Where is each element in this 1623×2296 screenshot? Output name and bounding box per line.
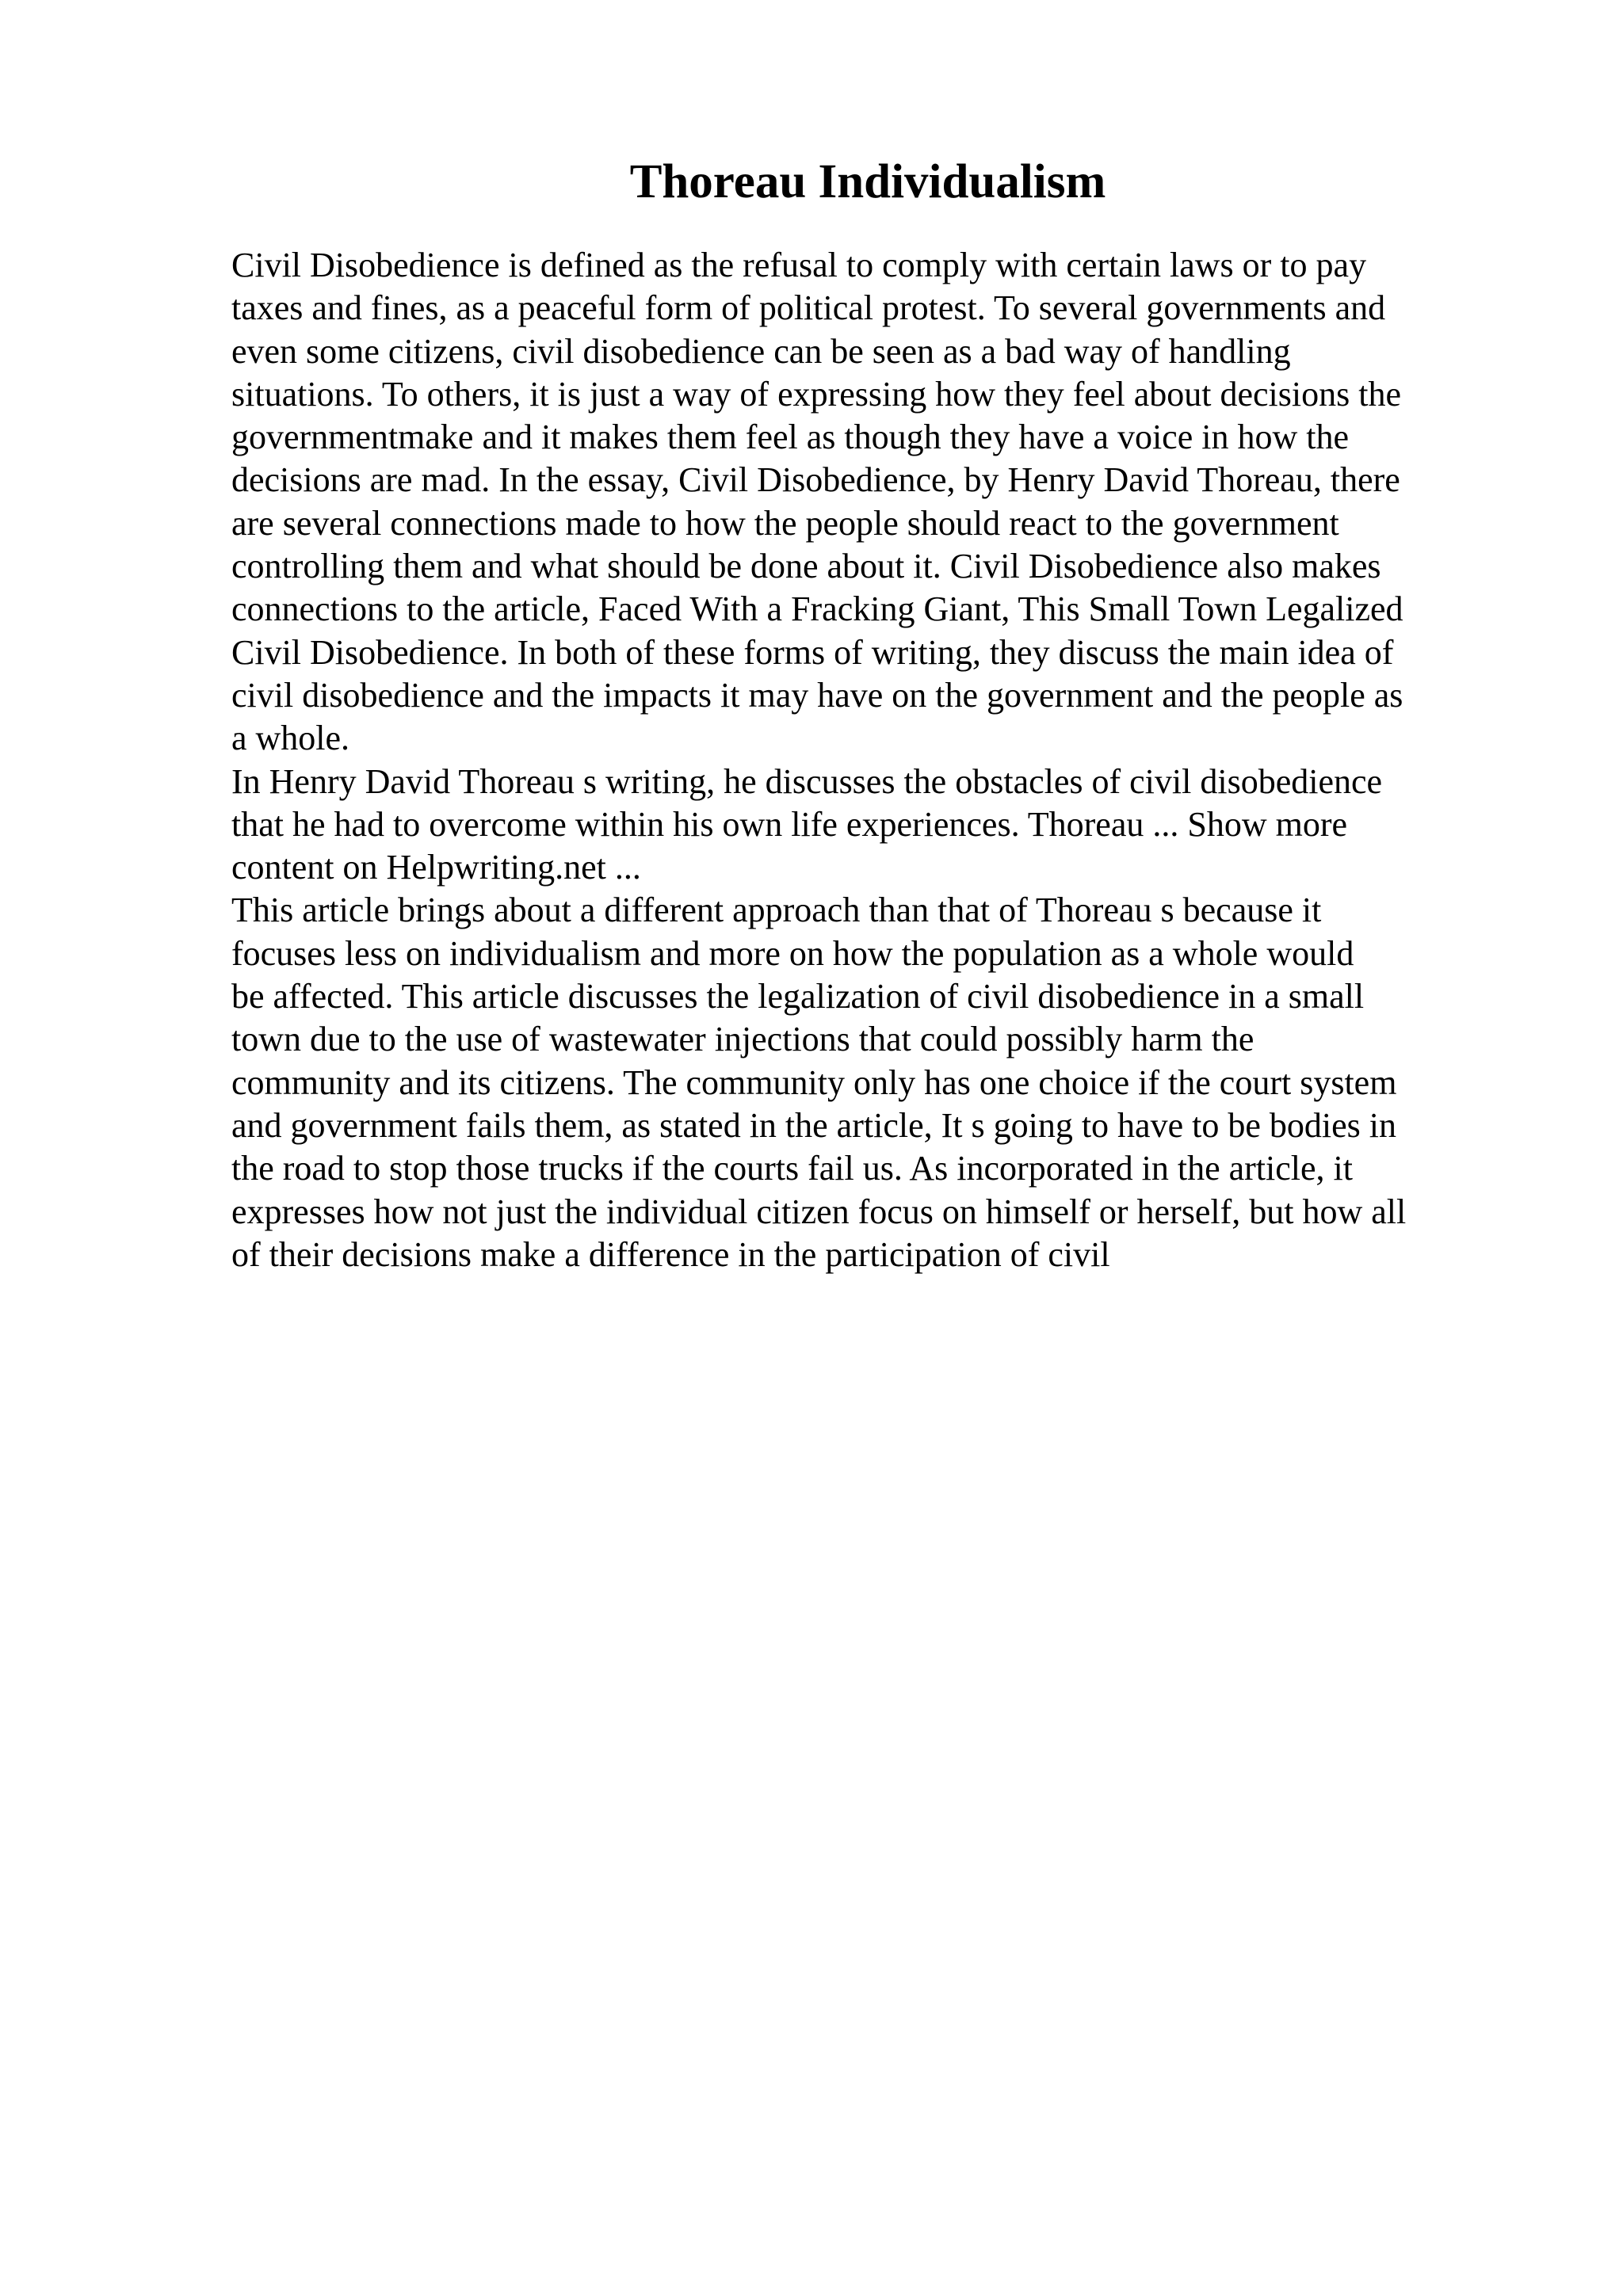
body-line: taxes and fines, as a peaceful form of political protest. To several governments and [231,288,1386,328]
body-line: community and its citizens. The community only has one choice if the court system [231,1062,1397,1102]
body-line: of their decisions make a difference in the participation of civil [231,1234,1110,1274]
body-line: In Henry David Thoreau s writing, he discusses the obstacles of civil disobedience [231,761,1383,801]
body-line: be affected. This article discusses the legalization of civil disobedience in a small [231,977,1365,1016]
body-line: town due to the use of wastewater injections that could possibly harm the [231,1020,1254,1059]
body-line: situations. To others, it is just a way of expressing how they feel about decisions the [231,374,1401,414]
body-line: a whole. [231,719,350,758]
body-line: focuses less on individualism and more on how the population as a whole would [231,933,1354,973]
body-line: even some citizens, civil disobedience can be seen as a bad way of handling [231,331,1291,371]
body-line: decisions are mad. In the essay, Civil Disobedience, by Henry David Thoreau, there [231,460,1400,500]
body-line: This article brings about a different approach than that of Thoreau s because it [231,891,1322,930]
document-title: Thoreau Individualism [629,155,1106,208]
body-line: and government fails them, as stated in the article, It s going to have to be bodies in [231,1105,1396,1145]
body-line: Civil Disobedience. In both of these forms of writing, they discuss the main idea of [231,632,1394,672]
body-line: that he had to overcome within his own life experiences. Thoreau ... Show more [231,804,1348,844]
body-line: Civil Disobedience is defined as the refusal to comply with certain laws or to pay [231,246,1367,284]
body-line: controlling them and what should be done about it. Civil Disobedience also makes [231,547,1381,586]
body-line: are several connections made to how the people should react to the government [231,503,1339,543]
body-line: connections to the article, Faced With a Fracking Giant, This Small Town Legalized [231,589,1403,629]
body-line: expresses how not just the individual citizen focus on himself or herself, but how all [231,1192,1407,1231]
body-line: governmentmake and it makes them feel as though they have a voice in how the [231,418,1349,457]
body-line: civil disobedience and the impacts it may have on the government and the people as [231,675,1403,715]
body-line: content on Helpwriting.net ... [231,848,641,887]
body-line: the road to stop those trucks if the courts fail us. As incorporated in the article, it [231,1149,1353,1188]
document-body [231,244,1499,1276]
